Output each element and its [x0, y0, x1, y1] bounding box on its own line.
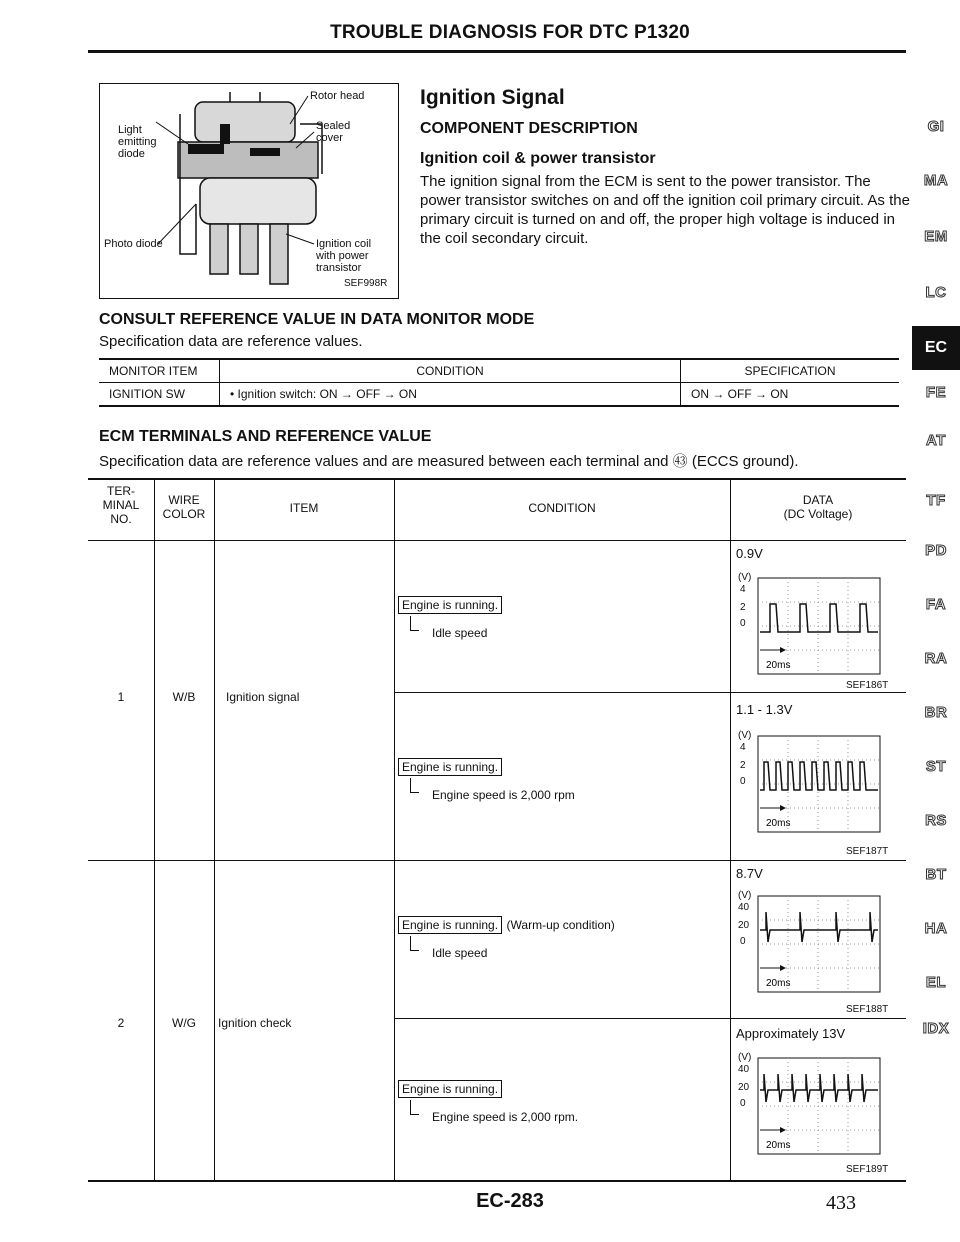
- col-monitor-item: MONITOR ITEM: [99, 359, 220, 383]
- sidebar-item-lc[interactable]: LC: [925, 284, 947, 301]
- sidebar-item-fe[interactable]: FE: [925, 384, 947, 401]
- voltage-1a: 0.9V: [736, 546, 763, 561]
- condition-1b: [398, 758, 502, 776]
- col-condition-ecm: CONDITION: [528, 501, 596, 515]
- voltage-1b: 1.1 - 1.3V: [736, 702, 793, 717]
- consult-table: [99, 358, 899, 407]
- sidebar-item-ma[interactable]: MA: [923, 172, 949, 189]
- timebase: 20ms: [766, 660, 791, 671]
- col-terminal-no: TER- MINAL NO.: [102, 484, 140, 526]
- engine-running-box: Engine is running.: [398, 758, 502, 776]
- sidebar-item-gi[interactable]: GI: [927, 118, 945, 135]
- sidebar-item-br[interactable]: BR: [924, 704, 948, 721]
- ytick: 4: [740, 742, 746, 753]
- col-wire-color: WIRE COLOR: [162, 493, 206, 521]
- wire-color-1: W/B: [172, 690, 196, 704]
- ytick: 4: [740, 584, 746, 595]
- terminal-2: 2: [117, 1016, 125, 1030]
- sidebar-item-bt[interactable]: BT: [925, 866, 947, 883]
- consult-subtitle: Specification data are reference values.: [99, 333, 363, 350]
- consult-heading: CONSULT REFERENCE VALUE IN DATA MONITOR MODE: [99, 311, 535, 328]
- sidebar-item-idx[interactable]: IDX: [922, 1020, 950, 1037]
- timebase: 20ms: [766, 1140, 791, 1151]
- condition-2b-sub: Engine speed is 2,000 rpm.: [432, 1110, 579, 1124]
- label-coil-2: with power: [316, 250, 369, 262]
- item-2: Ignition check: [218, 1016, 292, 1030]
- label-coil-1: Ignition coil: [316, 238, 372, 250]
- sidebar-item-ha[interactable]: HA: [924, 920, 948, 937]
- code-2a: SEF188T: [846, 1004, 889, 1015]
- label-sealed-1: Sealed: [316, 120, 351, 132]
- ytick: 2: [740, 760, 746, 771]
- scope-unit: (V): [738, 730, 752, 741]
- condition-2b: [398, 1080, 502, 1098]
- label-led-3: diode: [118, 148, 145, 160]
- scope-unit: (V): [738, 1052, 752, 1063]
- footer-page-number: 433: [826, 1192, 856, 1214]
- ignition-coil-figure: [99, 83, 399, 299]
- engine-running-box: Engine is running.: [398, 1080, 502, 1098]
- code-1b: SEF187T: [846, 846, 889, 857]
- sidebar-item-fa[interactable]: FA: [925, 596, 947, 613]
- sidebar-item-tf[interactable]: TF: [926, 492, 946, 509]
- label-led-1: Light: [118, 124, 142, 136]
- ytick: 0: [740, 1098, 746, 1109]
- sidebar-item-el[interactable]: EL: [925, 974, 947, 991]
- footer-page-code: EC-283: [476, 1190, 544, 1212]
- condition-1a: [398, 596, 502, 614]
- condition-2a-sub: Idle speed: [432, 946, 488, 960]
- engine-running-box: Engine is running.: [398, 596, 502, 614]
- condition-1a-sub: Idle speed: [432, 626, 488, 640]
- voltage-2b: Approximately 13V: [736, 1026, 846, 1041]
- consult-condition: • Ignition switch: ON → OFF → ON: [220, 383, 681, 407]
- ytick: 2: [740, 602, 746, 613]
- ytick: 0: [740, 776, 746, 787]
- col-specification: SPECIFICATION: [681, 359, 900, 383]
- label-rotor-head: Rotor head: [310, 90, 365, 102]
- sidebar-item-st[interactable]: ST: [925, 758, 947, 775]
- page-header-title: TROUBLE DIAGNOSIS FOR DTC P1320: [330, 22, 690, 43]
- component-description-heading: COMPONENT DESCRIPTION: [420, 120, 638, 137]
- condition-2a-extra: (Warm-up condition): [506, 918, 615, 932]
- header-rule: [88, 50, 906, 53]
- section-index-sidebar: [912, 0, 960, 1242]
- condition-1b-sub: Engine speed is 2,000 rpm: [432, 788, 575, 802]
- wire-color-2: W/G: [172, 1016, 196, 1030]
- ytick: 40: [738, 1064, 750, 1075]
- voltage-2a: 8.7V: [736, 866, 763, 881]
- code-1a: SEF186T: [846, 680, 889, 691]
- ytick: 40: [738, 902, 750, 913]
- sidebar-item-ec-active[interactable]: EC: [912, 326, 960, 370]
- col-condition: CONDITION: [220, 359, 681, 383]
- timebase: 20ms: [766, 978, 791, 989]
- consult-spec: ON → OFF → ON: [681, 383, 900, 407]
- engine-running-box: Engine is running.: [398, 916, 502, 934]
- sidebar-item-em[interactable]: EM: [924, 228, 948, 245]
- sidebar-item-pd[interactable]: PD: [925, 542, 947, 559]
- component-description-text: The ignition signal from the ECM is sent to the power transistor. The power transistor switches on and off the ignition coil primary circuit. As the primary circuit is turned on and off, the proper high voltage is induced in the coil secondary circuit.: [420, 173, 910, 247]
- scope-unit: (V): [738, 890, 752, 901]
- sidebar-item-ra[interactable]: RA: [924, 650, 948, 667]
- condition-2a: [398, 916, 615, 934]
- ytick: 0: [740, 618, 746, 629]
- item-1: Ignition signal: [226, 690, 300, 704]
- section-title-ignition-signal: Ignition Signal: [420, 86, 565, 109]
- timebase: 20ms: [766, 818, 791, 829]
- ytick: 20: [738, 1082, 750, 1093]
- col-item: ITEM: [289, 501, 319, 515]
- coil-heading: Ignition coil & power transistor: [420, 150, 656, 167]
- ecm-subtitle: Specification data are reference values and are measured between each terminal and ㊸ (ECCS ground).: [99, 453, 799, 470]
- terminal-1: 1: [117, 690, 125, 704]
- ytick: 20: [738, 920, 750, 931]
- col-data: DATA (DC Voltage): [783, 493, 853, 521]
- label-led-2: emitting: [118, 136, 157, 148]
- sidebar-item-at[interactable]: AT: [926, 432, 946, 449]
- scope-unit: (V): [738, 572, 752, 583]
- label-sealed-2: cover: [316, 132, 343, 144]
- figure-code: SEF998R: [344, 278, 388, 289]
- consult-item: IGNITION SW: [99, 383, 220, 407]
- label-coil-3: transistor: [316, 262, 362, 274]
- ytick: 0: [740, 936, 746, 947]
- label-photo-diode: Photo diode: [104, 238, 163, 250]
- code-2b: SEF189T: [846, 1164, 889, 1175]
- sidebar-item-rs[interactable]: RS: [925, 812, 947, 829]
- ecm-heading: ECM TERMINALS AND REFERENCE VALUE: [99, 428, 432, 445]
